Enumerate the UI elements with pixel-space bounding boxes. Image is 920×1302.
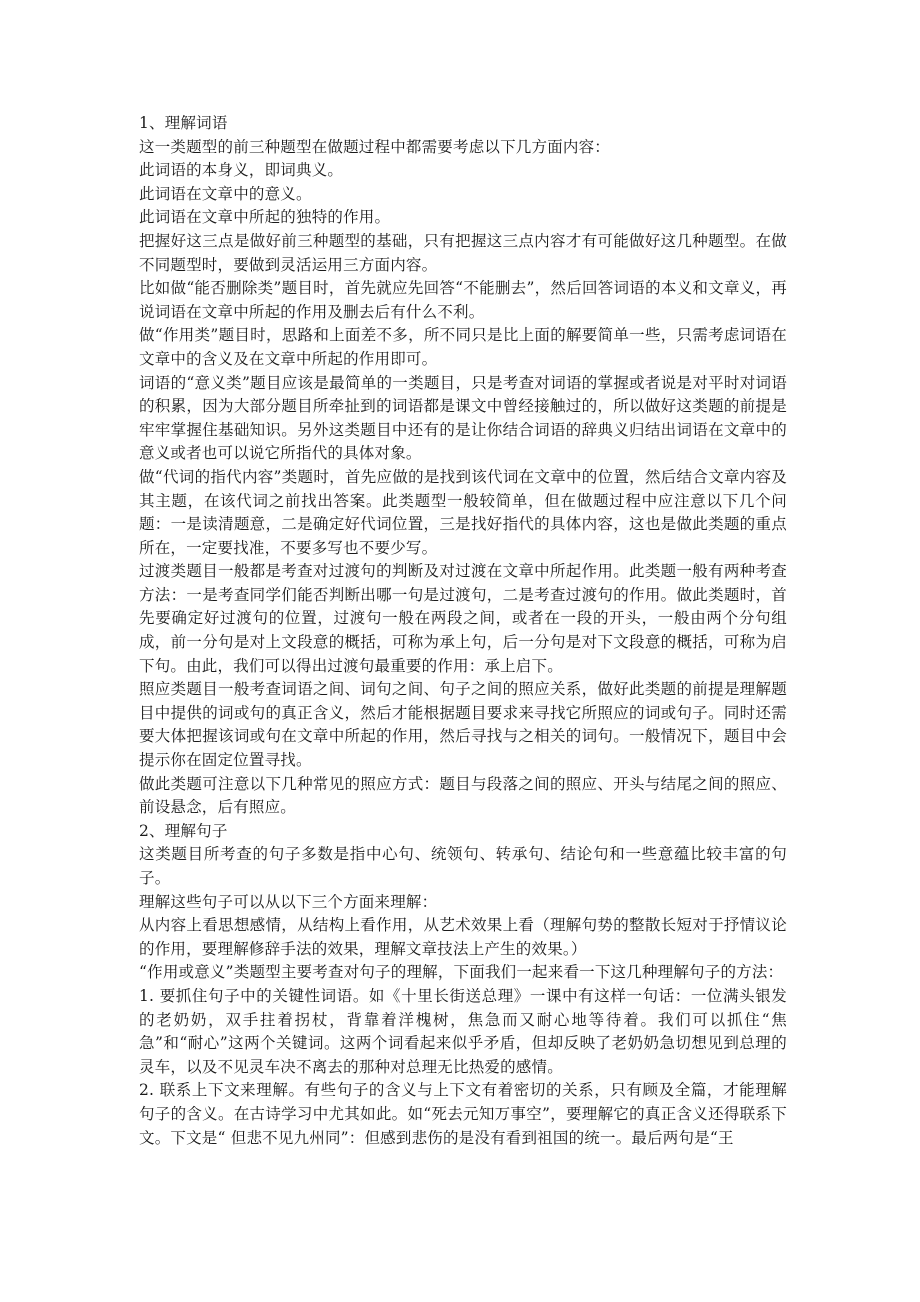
paragraph: “作用或意义”类题型主要考查对句子的理解，下面我们一起来看一下这几种理解句子的方法： (139, 963, 784, 982)
paragraph: 此词语的本身义，即词典义。 (139, 161, 344, 180)
paragraph: 照应类题目一般考查词语之间、词句之间、句子之间的照应关系，做好此类题的前提是理解题目中提供的词或句的真正含义，然后才能根据题目要求来寻找它所照应的词或句子。同时还需要大体把握该词或句在文章中所起的作用，然后寻找与之相关的词句。一般情况下，题目中会提示你在固定位置寻找。 (139, 680, 787, 770)
paragraph: 词语的“意义类”题目应该是最简单的一类题目，只是考查对词语的掌握或者说是对平时对词语的积累，因为大部分题目所牵扯到的词语都是课文中曾经接触过的，所以做好这类题的前提是牢牢掌握住基础知识。另外这类题目中还有的是让你结合词语的辞典义归结出词语在文章中的意义或者也可以说它所指代的具体对象。 (139, 373, 787, 463)
paragraph: 理解这些句子可以从以下三个方面来理解： (139, 892, 438, 911)
paragraph: 把握好这三点是做好前三种题型的基础，只有把握这三点内容才有可能做好这几种题型。在做不同题型时，要做到灵活运用三方面内容。 (139, 231, 787, 274)
paragraph: 做此类题可注意以下几种常见的照应方式：题目与段落之间的照应、开头与结尾之间的照应、前设悬念，后有照应。 (139, 774, 787, 817)
paragraph: 此词语在文章中的意义。 (139, 184, 312, 203)
paragraph: 做“代词的指代内容”类题时，首先应做的是找到该代词在文章中的位置，然后结合文章内容及其主题，在该代词之前找出答案。此类题型一般较简单，但在做题过程中应注意以下几个问题：一是读清题意，二是确定好代词位置，三是找好指代的具体内容，这也是做此类题的重点所在，一定要找准，不要多写也不要少写。 (139, 467, 787, 557)
paragraph: 比如做“能否删除类”题目时，首先就应先回答“不能删去”，然后回答词语的本义和文章义，再说词语在文章中所起的作用及删去后有什么不利。 (139, 279, 787, 321)
paragraph: 1. 要抓住句子中的关键性词语。如《十里长街送总理》一课中有这样一句话：一位满头银发的老奶奶，双手拄着拐杖，背靠着洋槐树，焦急而又耐心地等待着。我们可以抓住“焦急”和“耐心”这两个关键词。这两个词看起来似乎矛盾，但却反映了老奶奶急切想见到总理的灵车，以及不见灵车决不离去的那种对总理无比热爱的感情。 (139, 986, 787, 1076)
paragraph: 这类题目所考查的句子多数是指中心句、统领句、转承句、结论句和一些意蕴比较丰富的句子。 (139, 845, 787, 887)
paragraph: 此词语在文章中所起的独特的作用。 (139, 208, 391, 227)
paragraph: 这一类题型的前三种题型在做题过程中都需要考虑以下几方面内容： (139, 137, 611, 156)
paragraph: 2. 联系上下文来理解。有些句子的含义与上下文有着密切的关系，只有顾及全篇，才能理解句子的含义。在古诗学习中尤其如此。如“死去元知万事空”，要理解它的真正含义还得联系下文。下文是“ 但悲不见九州同”：但感到悲伤的是没有看到祖国的统一。最后两句是“王 (139, 1081, 787, 1147)
document-body (139, 112, 787, 1150)
section-heading-1: 1、理解词语 (139, 114, 228, 132)
paragraph: 过渡类题目一般都是考查对过渡句的判断及对过渡在文章中所起作用。此类题一般有两种考查方法：一是考查同学们能否判断出哪一句是过渡句，二是考查过渡句的作用。做此类题时，首先要确定好过渡句的位置，过渡句一般在两段之间，或者在一段的开头，一般由两个分句组成，前一分句是对上文段意的概括，可称为承上句，后一分句是对下文段意的概括，可称为启下句。由此，我们可以得出过渡句最重要的作用：承上启下。 (139, 562, 787, 675)
paragraph: 做“作用类”题目时，思路和上面差不多，所不同只是比上面的解要简单一些，只需考虑词语在文章中的含义及在文章中所起的作用即可。 (139, 326, 787, 368)
section-heading-2: 2、理解句子 (139, 821, 228, 840)
paragraph: 从内容上看思想感情，从结构上看作用，从艺术效果上看（理解句势的整散长短对于抒情议论的作用，要理解修辞手法的效果，理解文章技法上产生的效果。） (139, 916, 787, 958)
